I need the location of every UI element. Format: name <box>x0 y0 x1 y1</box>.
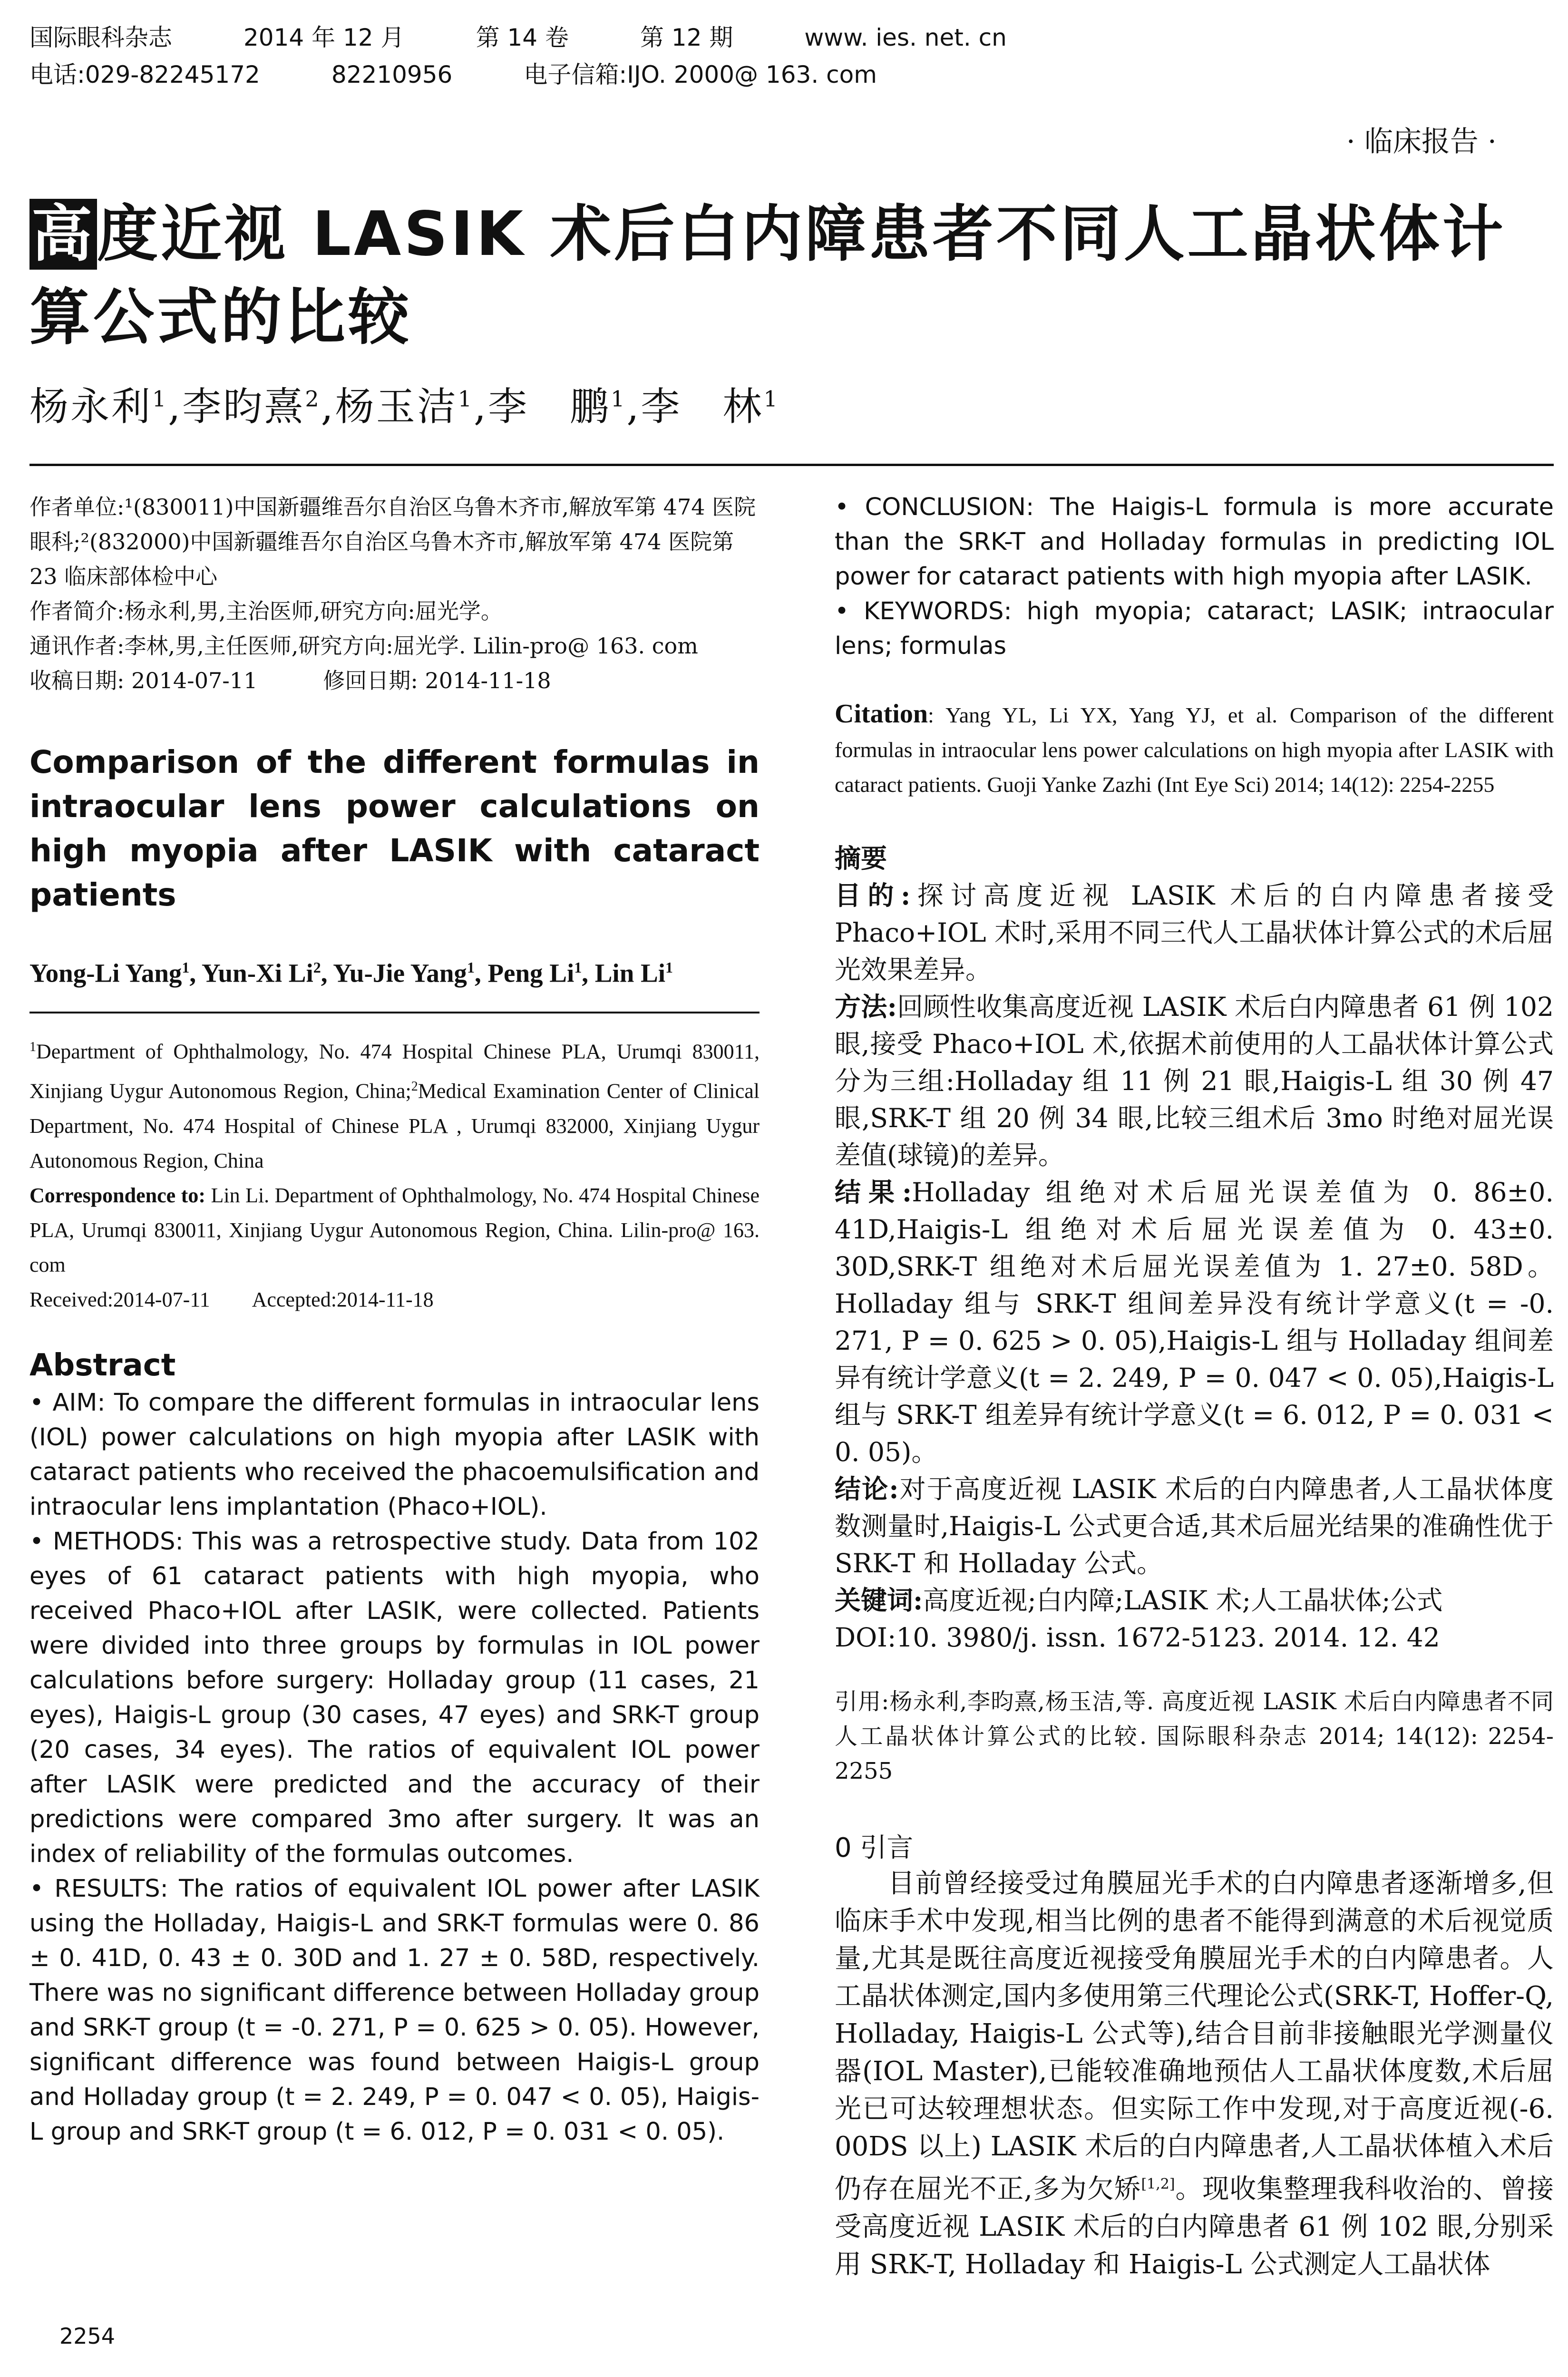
affiliation-2: Medical Examination Center of Clinical Department, No. 474 Hospital of Chinese PLA , Urumqi 832000, Xinjiang Uygur Autonomous Region, China <box>29 1079 760 1172</box>
author-sup: 1 <box>467 959 475 976</box>
issue: 第 12 期 <box>640 24 733 51</box>
title-text: 度近视 LASIK 术后白内障患者不同人工晶状体计算公式的比较 <box>29 199 1506 353</box>
keywords-label: 关键词: <box>835 1585 923 1616</box>
page-number: 2254 <box>59 2323 116 2349</box>
abstract-cn-results <box>835 1174 1554 1471</box>
abstract-keywords: • KEYWORDS: high myopia; cataract; LASIK; intraocular lens; formulas <box>835 597 1554 660</box>
affiliations <box>29 1030 760 1316</box>
english-title: Comparison of the different formulas in intraocular lens power calculations on high myopia after LASIK with cataract patients <box>29 744 760 913</box>
keywords-text: 高度近视;白内障;LASIK 术;人工晶状体;公式 <box>923 1585 1443 1616</box>
author-units: 作者单位:¹(830011)中国新疆维吾尔自治区乌鲁木齐市,解放军第 474 医院眼科;²(832000)中国新疆维吾尔自治区乌鲁木齐市,解放军第 474 医院第 23 临床部体检中心 <box>29 494 756 589</box>
author-sup: 1 <box>458 386 474 412</box>
author-sup: 1 <box>182 959 190 976</box>
dates-cn <box>29 663 760 698</box>
doi: DOI:10. 3980/j. issn. 1672-5123. 2014. 12. 42 <box>835 1622 1440 1653</box>
methods-text: 回顾性收集高度近视 LASIK 术后白内障患者 61 例 102 眼,接受 Phaco+IOL 术,依据术前使用的人工晶状体计算公式分为三组:Holladay 组 11 例 21 眼,Haigis-L 组 30 例 47 眼,SRK-T 组 20 例 34 眼,比较三组术后 3mo 时绝对屈光误差值(球镜)的差异。 <box>835 992 1554 1170</box>
website: www. ies. net. cn <box>804 24 1007 51</box>
volume: 第 14 卷 <box>476 24 569 51</box>
aim-text: 探讨高度近视 LASIK 术后的白内障患者接受 Phaco+IOL 术时,采用不同三代人工晶状体计算公式的术后屈光效果差异。 <box>835 880 1554 985</box>
conclusion-label: 结论: <box>835 1473 899 1504</box>
author-sup: 1 <box>665 959 673 976</box>
abstract-en-cont <box>835 490 1554 663</box>
journal-name: 国际眼科杂志 <box>29 24 172 51</box>
author-bio: 作者简介:杨永利,男,主治医师,研究方向:屈光学。 <box>29 598 503 624</box>
phone: 电话:029-82245172 <box>29 61 260 88</box>
author-sup: 1 <box>763 386 779 412</box>
aim-label: 目的: <box>835 880 911 911</box>
reference-marker: [1,2] <box>1141 2176 1175 2192</box>
abstract-cn-heading: 摘要 <box>835 843 887 874</box>
correspondence-label: Correspondence to: <box>29 1183 205 1207</box>
author-en: Lin Li <box>594 958 666 988</box>
author-en: Yu-Jie Yang <box>333 958 467 988</box>
received-cn: 收稿日期: 2014-07-11 <box>29 668 258 693</box>
citation-en <box>835 697 1554 802</box>
left-column <box>29 490 760 2149</box>
affiliation-1: Department of Ophthalmology, No. 474 Hospital Chinese PLA, Urumqi 830011, Xinjiang Uygur Autonomous Region, China; <box>29 1040 760 1103</box>
section-label: · 临床报告 · <box>1346 125 1497 158</box>
correspondence-en <box>29 1178 760 1282</box>
author-sup: 2 <box>313 959 321 976</box>
author-en: Peng Li <box>487 958 575 988</box>
citation-label: Citation <box>835 699 928 729</box>
correspondence-text: Lin Li. Department of Ophthalmology, No. 474 Hospital Chinese PLA, Urumqi 830011, Xinjiang Uygur Autonomous Region, China. Lilin-pro@ 163. com <box>29 1183 760 1276</box>
intro-body <box>835 1865 1554 2283</box>
author-cn: 杨玉洁 <box>335 384 458 429</box>
author-en: Yun-Xi Li <box>201 958 313 988</box>
journal-masthead <box>29 19 1537 93</box>
abstract-en <box>29 1385 760 2149</box>
article-title <box>29 193 1551 359</box>
intro-text-2: 。现收集整理我科收治的、曾接受高度近视 LASIK 术后的白内障患者 61 例 102 眼,分别采用 SRK-T, Holladay 和 Haigis-L 公式测定人工晶状体 <box>835 2173 1554 2280</box>
accepted-en: Accepted:2014-11-18 <box>252 1287 434 1311</box>
dates-en <box>29 1282 760 1317</box>
phone-2: 82210956 <box>331 61 453 88</box>
authors-en: Yong-Li Yang$^1$, Yun-Xi Li$^2$, Yu-Jie Yang$^1$, Peng Li$^1$, Lin Li$^1$ <box>29 958 673 988</box>
author-cn: 李 林 <box>641 384 764 429</box>
abstract-cn <box>835 840 1554 1656</box>
abstract-conclusion: • CONCLUSION: The Haigis-L formula is more accurate than the SRK-T and Holladay formulas in predicting IOL power for cataract patients with high myopia after LASIK. <box>835 493 1554 591</box>
issue-date: 2014 年 12 月 <box>243 24 405 51</box>
affiliation-divider <box>29 1012 760 1013</box>
abstract-aim: • AIM: To compare the different formulas in intraocular lens (IOL) power calculations on high myopia after LASIK with cataract patients who received the phacoemulsification and intraocular lens implantation (Phaco+IOL). <box>29 1388 760 1521</box>
author-en: Yong-Li Yang <box>29 958 182 988</box>
author-sup: 1 <box>611 386 627 412</box>
author-sup: 1 <box>574 959 582 976</box>
author-sup: 1 <box>152 386 168 412</box>
conclusion-text: 对于高度近视 LASIK 术后的白内障患者,人工晶状体度数测量时,Haigis-L 公式更合适,其术后屈光结果的准确性优于 SRK-T 和 Holladay 公式。 <box>835 1474 1554 1578</box>
received-en: Received:2014-07-11 <box>29 1287 210 1311</box>
correspondence-cn: 通讯作者:李林,男,主任医师,研究方向:屈光学. Lilin-pro@ 163. com <box>29 633 698 659</box>
results-text: Holladay 组绝对术后屈光误差值为 0. 86±0. 41D,Haigis-L 组绝对术后屈光误差值为 0. 43±0. 30D,SRK-T 组绝对术后屈光误差值为 1. 27±0. 58D。Holladay 组与 SRK-T 组间差异没有统计学意义(t = -0. 271, P = 0. 625 > 0. 05),Haigis-L 组与 Holladay 组间差异有统计学意义(t = 2. 249, P = 0. 047 < 0. 05),Haigis-L 组与 SRK-T 组差异有统计学意义(t = 6. 012, P = 0. 031 < 0. 05)。 <box>835 1177 1554 1467</box>
affil-sup: 2 <box>411 1079 418 1094</box>
author-sup: 2 <box>305 386 321 412</box>
author-cn: 李昀熹 <box>182 384 305 429</box>
abstract-cn-aim <box>835 877 1554 988</box>
email: 电子信箱:IJO. 2000@ 163. com <box>524 61 877 88</box>
title-drop-char: 高 <box>29 199 97 270</box>
citation-cn: 引用:杨永利,李昀熹,杨玉洁,等. 高度近视 LASIK 术后白内障患者不同人工晶状体计算公式的比较. 国际眼科杂志 2014; 14(12): 2254-2255 <box>835 1688 1554 1784</box>
citation-text: : Yang YL, Li YX, Yang YJ, et al. Comparison of the different formulas in intraocular lens power calculations on high myopia after LASIK with cataract patients. Guoji Yanke Zazhi (Int Eye Sci) 2014; 14(12): 2254-2255 <box>835 703 1554 797</box>
results-label: 结果: <box>835 1177 912 1208</box>
abstract-methods: • METHODS: This was a retrospective study. Data from 102 eyes of 61 cataract patients with high myopia, who received Phaco+IOL after LASIK, were collected. Patients were divided into three groups by formulas in IOL power calculations before surgery: Holladay group (11 cases, 21 eyes), Haigis-L group (30 cases, 47 eyes) and SRK-T group (20 cases, 34 eyes). The ratios of equivalent IOL power after LASIK were predicted and the accuracy of their predictions were compared 3mo after surgery. It was an index of reliability of the formulas outcomes. <box>29 1527 760 1868</box>
right-column <box>835 490 1554 2283</box>
methods-label: 方法: <box>835 991 897 1022</box>
abstract-cn-methods <box>835 988 1554 1174</box>
header-divider <box>29 464 1554 466</box>
intro-heading: 0 引言 <box>835 1832 914 1863</box>
author-cn: 杨永利 <box>29 384 153 429</box>
abstract-cn-keywords <box>835 1582 1554 1619</box>
authors-cn: 杨永利$^1$,李昀熹$^2$,杨玉洁$^1$,李 鹏$^1$,李 林$^1$ <box>29 384 779 429</box>
revised-cn: 修回日期: 2014-11-18 <box>323 668 551 693</box>
author-cn: 李 鹏 <box>488 384 611 429</box>
abstract-heading: Abstract <box>29 1347 176 1383</box>
abstract-cn-conclusion <box>835 1471 1554 1582</box>
intro-text: 目前曾经接受过角膜屈光手术的白内障患者逐渐增多,但临床手术中发现,相当比例的患者不能得到满意的术后视觉质量,尤其是既往高度近视接受角膜屈光手术的白内障患者。人工晶状体测定,国内多使用第三代理论公式(SRK-T, Hoffer-Q, Holladay, Haigis-L 公式等),结合目前非接触眼光学测量仪器(IOL Master),已能较准确地预估人工晶状体度数,术后屈光已可达较理想状态。但实际工作中发现,对于高度近视(-6. 00DS 以上) LASIK 术后的白内障患者,人工晶状体植入术后仍存在屈光不正,多为欠矫 <box>835 1868 1554 2205</box>
author-info-cn <box>29 490 760 698</box>
affil-sup: 1 <box>29 1040 36 1055</box>
abstract-results: • RESULTS: The ratios of equivalent IOL power after LASIK using the Holladay, Haigis-L and SRK-T formulas were 0. 86 ± 0. 41D, 0. 43 ± 0. 30D and 1. 27 ± 0. 58D, respectively. There was no significant difference between Holladay group and SRK-T group (t = -0. 271, P = 0. 625 > 0. 05). However, significant difference was found between Haigis-L group and Holladay group (t = 2. 249, P = 0. 047 < 0. 05), Haigis-L group and SRK-T group (t = 6. 012, P = 0. 031 < 0. 05). <box>29 1874 760 2146</box>
affiliation-text <box>29 1030 760 1178</box>
